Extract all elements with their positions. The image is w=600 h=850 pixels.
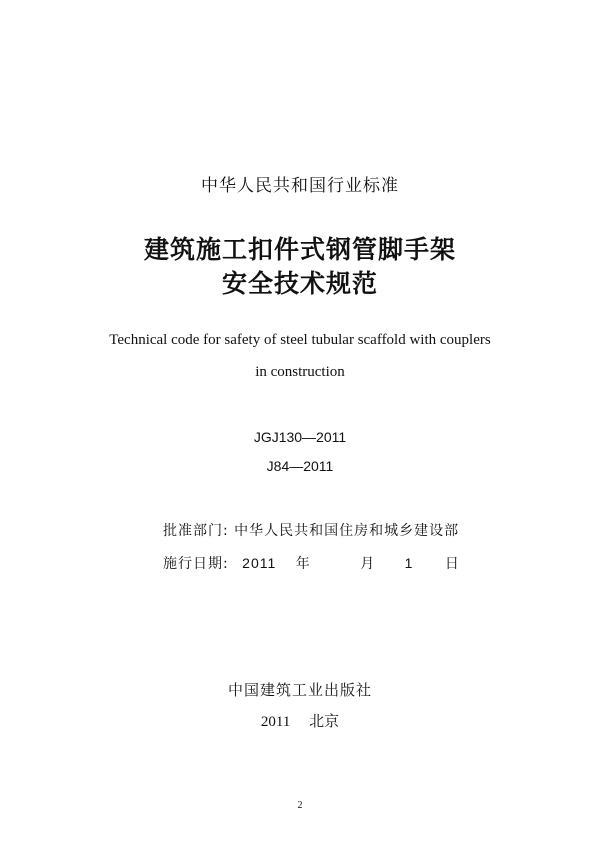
effective-year-unit: 年 bbox=[295, 556, 311, 572]
standard-code-j: J84—2011 bbox=[266, 458, 334, 474]
effective-day: 1 bbox=[404, 555, 414, 571]
publication-line bbox=[0, 710, 600, 731]
approval-label: 批准部门: bbox=[163, 523, 229, 539]
effective-label: 施行日期: bbox=[163, 556, 229, 572]
effective-month-unit: 月 bbox=[360, 556, 376, 572]
english-title-line-2: in construction bbox=[255, 364, 345, 380]
standard-category: 中华人民共和国行业标准 bbox=[201, 176, 399, 196]
title-line-1: 建筑施工扣件式钢管脚手架 bbox=[143, 235, 456, 264]
approval-value: 中华人民共和国住房和城乡建设部 bbox=[234, 523, 460, 539]
effective-year: 2011 bbox=[242, 555, 277, 571]
title-line-2: 安全技术规范 bbox=[221, 269, 378, 298]
publication-year: 2011 bbox=[260, 714, 291, 730]
publication-city: 北京 bbox=[309, 712, 340, 730]
standard-code-jgj: JGJ130—2011 bbox=[253, 429, 347, 445]
effective-day-unit: 日 bbox=[444, 556, 460, 572]
publisher-name: 中国建筑工业出版社 bbox=[227, 681, 372, 699]
page-number: 2 bbox=[297, 800, 303, 811]
english-title-line-1: Technical code for safety of steel tubular scaffold with couplers bbox=[109, 332, 491, 348]
approval-row bbox=[163, 520, 459, 540]
effective-date-row bbox=[163, 553, 460, 573]
